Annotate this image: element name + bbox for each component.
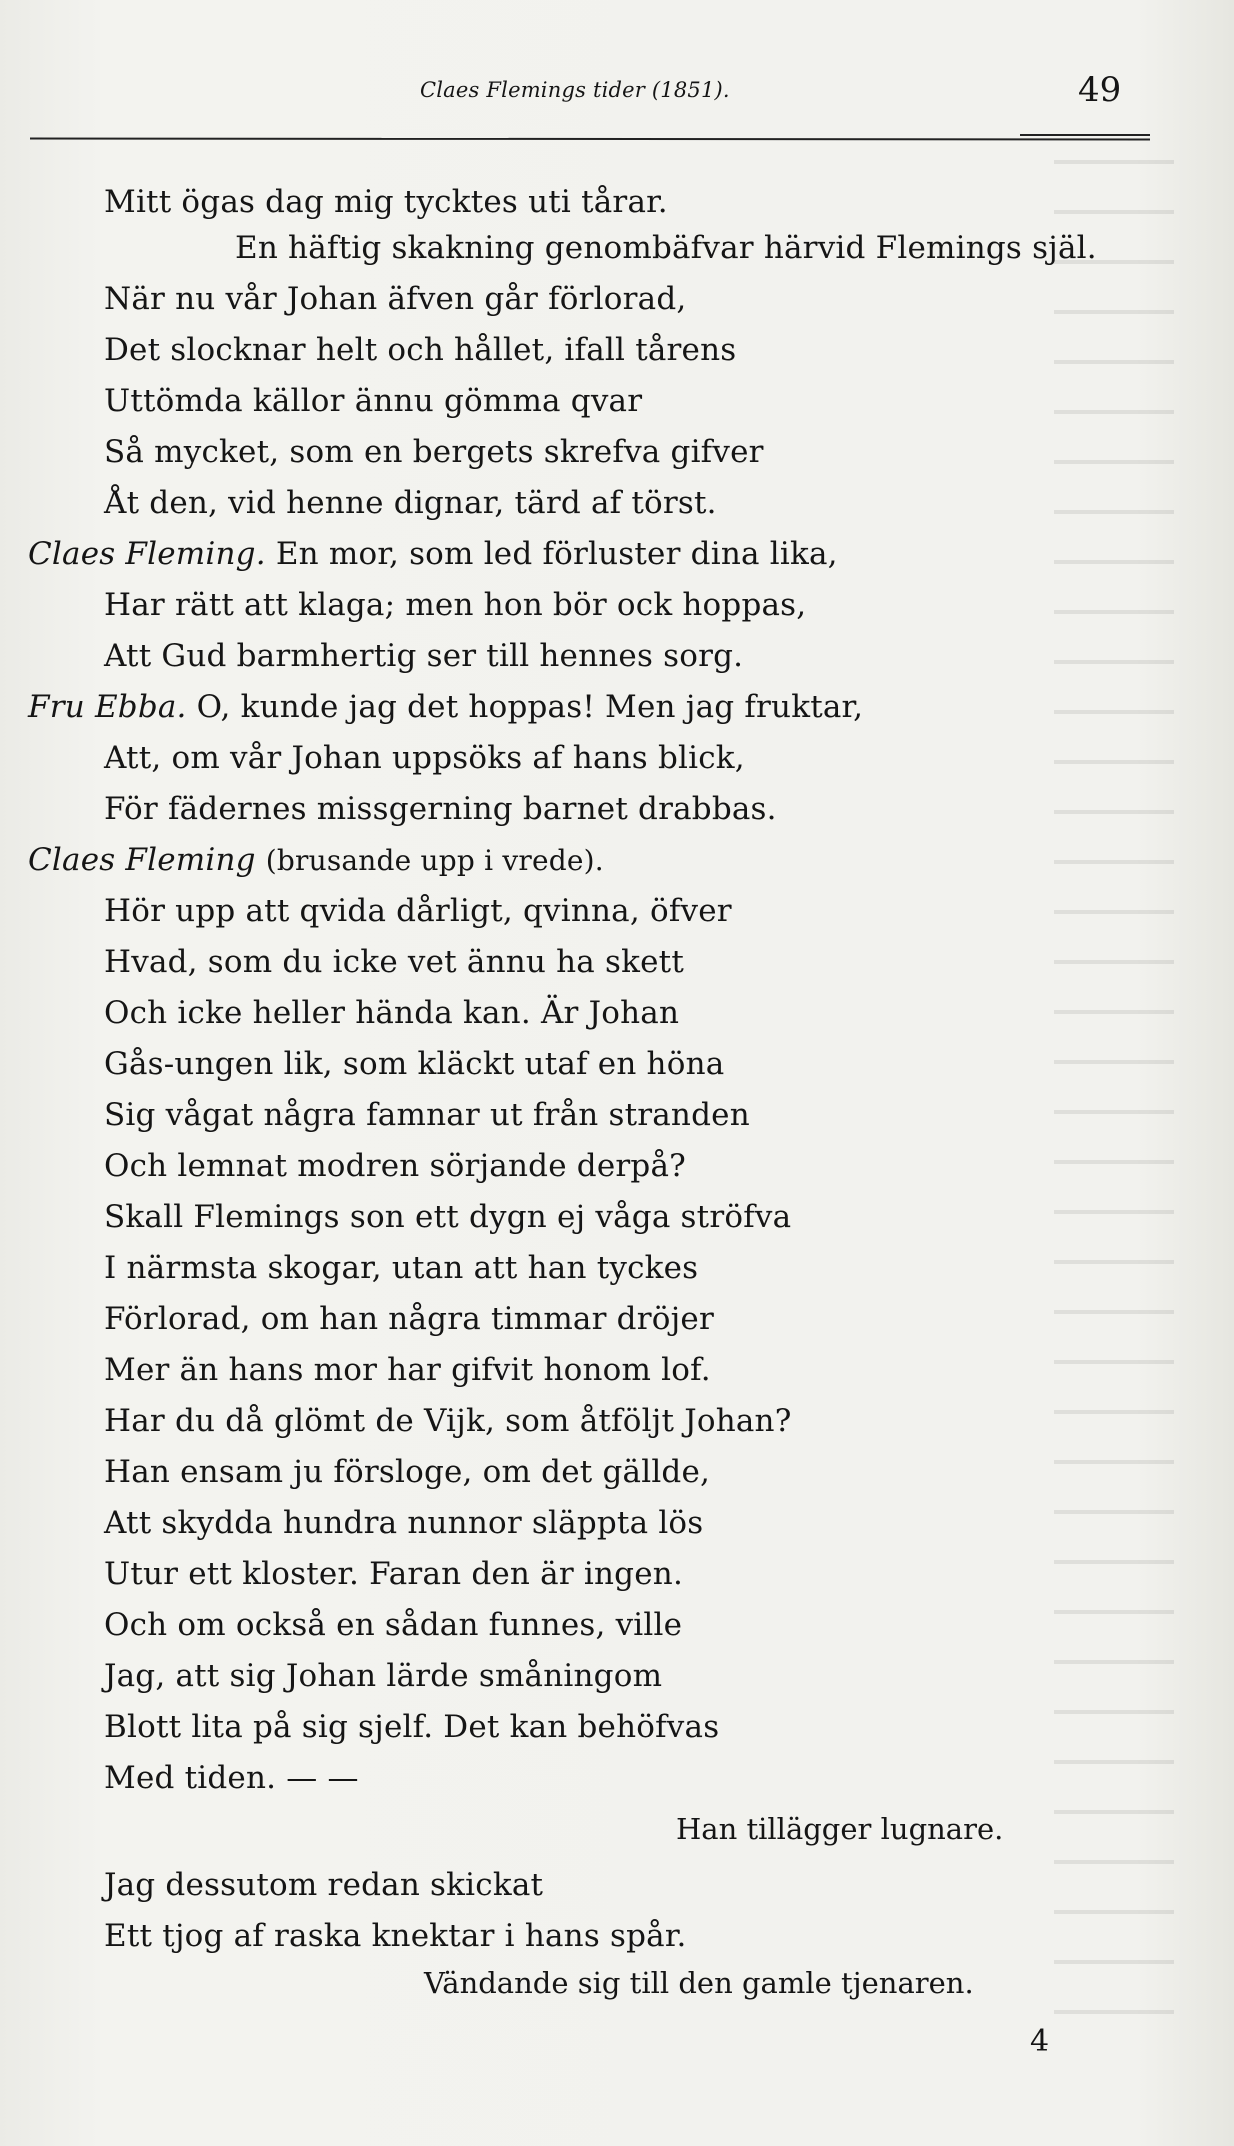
verse-line: Förlorad, om han några timmar dröjer	[104, 1301, 714, 1337]
verse-line: Och om också en sådan funnes, ville	[104, 1607, 683, 1643]
stage-direction-line: En häftig skakning genombäfvar härvid Flemings själ.	[235, 230, 1097, 266]
stage-direction-right: Han tillägger lugnare.	[676, 1812, 1004, 1846]
verse-line: Hvad, som du icke vet ännu ha skett	[104, 944, 684, 980]
verse-line: Jag, att sig Johan lärde småningom	[104, 1658, 663, 1694]
verse-line: Har rätt att klaga; men hon bör ock hoppas,	[104, 587, 807, 623]
speaker-name: Claes Fleming	[28, 842, 256, 878]
stage-direction-right: Vändande sig till den gamle tjenaren.	[424, 1966, 974, 2000]
verse-line: I närmsta skogar, utan att han tyckes	[104, 1250, 699, 1286]
verse-line: Ett tjog af raska knektar i hans spår.	[104, 1918, 687, 1954]
verse-line: Att Gud barmhertig ser till hennes sorg.	[104, 638, 744, 674]
verse-line: Blott lita på sig sjelf. Det kan behöfvas	[104, 1709, 720, 1745]
verse-line: Med tiden. — —	[104, 1760, 359, 1796]
verse-line: Hör upp att qvida dårligt, qvinna, öfver	[104, 893, 732, 929]
verse-line: Så mycket, som en bergets skrefva gifver	[104, 434, 764, 470]
signature-mark: 4	[1030, 2024, 1050, 2059]
verse-line: Mer än hans mor har gifvit honom lof.	[104, 1352, 711, 1388]
verse-line: Och lemnat modren sörjande derpå?	[104, 1148, 686, 1184]
verse-line: Åt den, vid henne dignar, tärd af törst.	[104, 485, 717, 521]
speaker-line	[28, 687, 863, 727]
speaker-line	[28, 534, 838, 574]
verse-line: Har du då glömt de Vijk, som åtföljt Johan?	[104, 1403, 792, 1439]
speaker-name: Fru Ebba.	[28, 689, 187, 725]
verse-line: Skall Flemings son ett dygn ej våga ströfva	[104, 1199, 792, 1235]
verse-line: Att, om vår Johan uppsöks af hans blick,	[104, 740, 745, 776]
verse-line: Sig vågat några famnar ut från stranden	[104, 1097, 750, 1133]
verse-line: Uttömda källor ännu gömma qvar	[104, 383, 643, 419]
verse-line: För fädernes missgerning barnet drabbas.	[104, 791, 777, 827]
verse-line: Utur ett kloster. Faran den är ingen.	[104, 1556, 683, 1592]
running-head: Claes Flemings tider (1851).	[420, 78, 730, 102]
verse-line: Han ensam ju försloge, om det gällde,	[104, 1454, 711, 1490]
verse-line: När nu vår Johan äfven går förlorad,	[104, 281, 687, 317]
verse-line: Att skydda hundra nunnor släppta lös	[104, 1505, 704, 1541]
speaker-name: Claes Fleming.	[28, 536, 266, 572]
verse-line: Mitt ögas dag mig tycktes uti tårar.	[104, 184, 668, 220]
speaker-line	[28, 840, 604, 881]
verse-line: Jag dessutom redan skickat	[104, 1867, 544, 1903]
speech-text: En mor, som led förluster dina lika,	[275, 536, 838, 572]
verse-line: Det slocknar helt och hållet, ifall tårens	[104, 332, 737, 368]
verse-line: Gås-ungen lik, som kläckt utaf en höna	[104, 1046, 725, 1082]
speech-text: O, kunde jag det hoppas! Men jag fruktar,	[196, 689, 864, 725]
verse-line: Och icke heller hända kan. Är Johan	[104, 995, 680, 1031]
page-number: 49	[1078, 70, 1122, 110]
stage-direction: (brusande upp i vrede).	[265, 844, 604, 877]
